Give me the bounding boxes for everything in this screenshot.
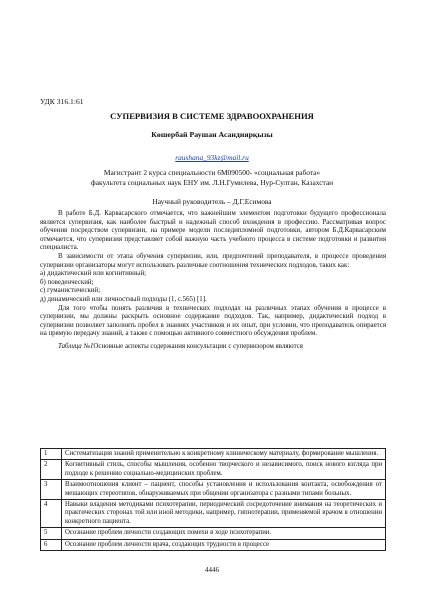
page-number: 4446 (205, 566, 219, 574)
body-paragraph: В работе Б.Д. Карвасарского отмечается, что важнейшим элементом подготовки будущего профессионала является супервизия, как наиболее быстрый и надежный способ вхождения в профессию. Рассматривая вопрос обучения посредством супервизии, на примере модели последипломной подготовки, автором Б.Д.Карвасарским отмечается, что супервизия представляет собой важную часть учебного процесса в системе подготовки и развития специалиста. (40, 210, 386, 252)
udc-code: УДК 316.1:61 (40, 97, 84, 106)
aspects-table (40, 448, 386, 551)
row-number: 4 (41, 500, 62, 528)
author-name: Көшербай Раушан Асандиярқызы (151, 130, 273, 139)
table-row (41, 480, 386, 500)
table-row (41, 460, 386, 480)
body-paragraph: Для того чтобы понять различия в технических подходах на различных этапах обучения в процессе в супервизии, мы должны раскрыть основное содержание подходов. Так, например, дидактический подход в супервизии позволяет заполнять пробел в знаниях участников и их опыт, при условии, что преподаватель опирается на прямую передачу знаний, а также с помощью активного совместного обсуждения проблем. (40, 304, 386, 338)
table-caption-text: Основные аспекты содержания консультации с супервизором являются (93, 342, 303, 350)
list-item: д) динамический или личностный подходы (1, с.565) [1]. (40, 295, 207, 303)
table-row (41, 528, 386, 539)
affiliation-line: Магистрант 2 курса специальности 6M090500- «социальная работа» (103, 168, 321, 177)
row-text: Осознание проблем личности создающих помехи в ходе психотерапии. (62, 528, 386, 539)
affiliation-line: факультета социальных наук ЕНУ им. Л.Н.Гумилева, Нур-Султан, Казахстан (90, 177, 334, 187)
row-text: Когнитивный стиль, способы мышления, особенно творческого и независимого, поиск нового взгляда при подходе к решению социально-медицинских проблем. (62, 460, 386, 480)
affiliation (40, 168, 384, 187)
author-email-link[interactable]: raushana_93kz@mail.ru (175, 153, 249, 162)
list-item: а) дидактический или когнитивный; (40, 270, 147, 278)
row-number: 6 (41, 539, 62, 550)
table-row (41, 449, 386, 460)
row-text: Систематизация знаний применительно к конкретному клиническому материалу, формирование мышления. (62, 449, 386, 460)
article-body (40, 210, 386, 355)
list-item: б) поведенческий; (40, 278, 94, 286)
row-text: Навыки владения методиками психотерапии, периодический сосредоточение внимания на теоретических и практических сторонах той или иной методики, например, гипнотерапии, применяемой врачом в отношении конкретного пациента. (62, 500, 386, 528)
table-caption-label: Таблица №1 (58, 342, 94, 350)
table-caption (40, 343, 386, 352)
row-text: Взаимоотношения клиент – пациент, способы установления и использования контакта, освобождения от мешающих стереотипов, обнаруживаемых при общении организатора с разными типами больных. (62, 480, 386, 500)
article-title: СУПЕРВИЗИЯ В СИСТЕМЕ ЗДРАВООХРАНЕНИЯ (110, 111, 314, 121)
table-row (41, 500, 386, 528)
row-text: Осознание проблем личности врача, создающих трудности в процессе (62, 539, 386, 550)
row-number: 5 (41, 528, 62, 539)
table-row (41, 539, 386, 550)
body-paragraph: В зависимости от этапа обучения супервизии, или, предпочтений преподавателя, в процессе проведения супервизии организаторы могут использовать различные соотношения технических подходов, таких как: (40, 252, 386, 269)
row-number: 2 (41, 460, 62, 480)
row-number: 3 (41, 480, 62, 500)
scientific-supervisor: Научный руководитель – Д.Г.Есимова (152, 197, 272, 206)
list-item: с) гуманистический; (40, 287, 101, 295)
row-number: 1 (41, 449, 62, 460)
